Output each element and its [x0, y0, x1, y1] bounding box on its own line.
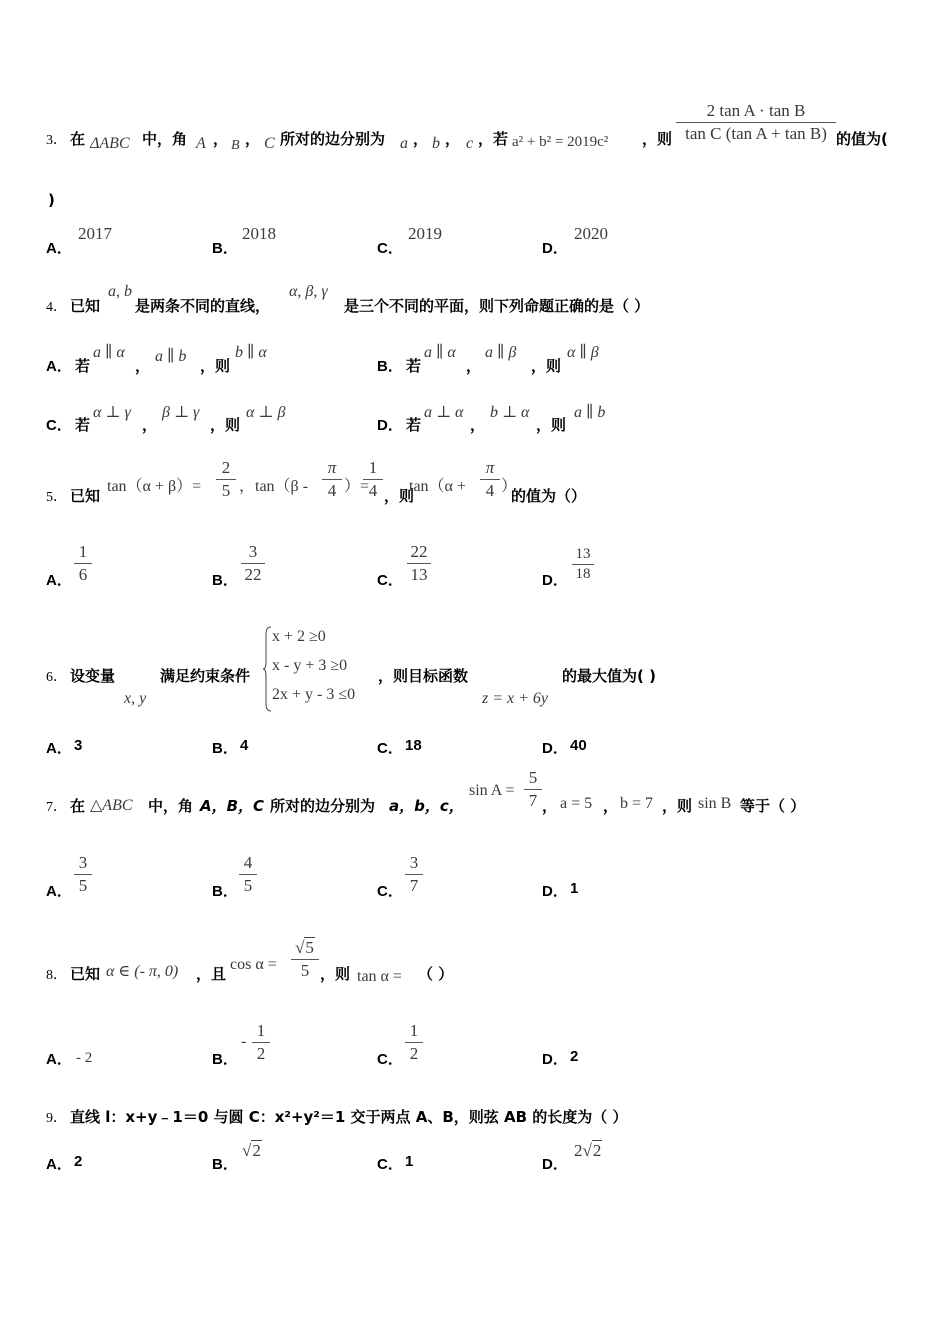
math-expr: a = 5 [560, 795, 593, 812]
math-fraction: π 4 [322, 458, 342, 501]
option-label: A． [46, 1156, 72, 1173]
question-number: 8． [46, 968, 67, 983]
option-label: B． [377, 358, 403, 375]
option-label: A． [46, 1051, 72, 1068]
stem-text: 已知 [70, 487, 101, 505]
option-fraction: 1 2 [405, 1021, 423, 1064]
option-sign: - [241, 1033, 247, 1050]
option-fraction: 3 7 [405, 853, 423, 896]
stem-text: ，且 [196, 965, 227, 983]
option-fraction: 4 5 [239, 853, 257, 896]
option-label: C． [377, 740, 403, 757]
math-fraction: π 4 [480, 458, 500, 501]
stem-text: 的值为（） [511, 487, 587, 505]
stem-text: 在 [70, 130, 86, 148]
stem-text: ，若 [478, 130, 509, 148]
option-label: A． [46, 572, 72, 589]
option-fraction: 1 6 [74, 542, 92, 585]
option-label: C． [377, 1156, 403, 1173]
stem-text: 中，角 [142, 130, 188, 148]
option-label: D． [542, 1156, 568, 1173]
option-label: A． [46, 358, 72, 375]
question-number: 6． [46, 670, 67, 685]
math-expr: a, b [108, 283, 132, 300]
option-label: D． [542, 240, 568, 257]
math-var: A [196, 135, 206, 152]
option-label: B． [212, 1156, 238, 1173]
stem-text: 所对的边分别为 [280, 130, 386, 148]
question-number: 5． [46, 490, 67, 505]
option-value: 3 [74, 737, 83, 754]
option-label: C． [377, 240, 403, 257]
math-condition: a² + b² = 2019c² [512, 134, 609, 150]
stem-text: a，b，c， [389, 797, 464, 815]
stem-text: 中，角 [148, 797, 194, 815]
brace-icon [262, 626, 272, 712]
stem-text: ，则 [662, 797, 693, 815]
option-label: B． [212, 1051, 238, 1068]
option-fraction: 13 18 [572, 546, 594, 583]
option-label: A． [46, 240, 72, 257]
option-label: D． [542, 572, 568, 589]
question-number: 3． [46, 133, 67, 148]
math-expr: cos α = [230, 956, 277, 973]
math-var: B [231, 138, 240, 153]
math-expr: ，tan（β - [239, 478, 309, 495]
option-value: 2 [570, 1048, 579, 1065]
math-expr: b = 7 [620, 795, 654, 812]
option-value: 1 [405, 1153, 414, 1170]
math-fraction: 2 tan A · tan B tan C (tan A + tan B) [676, 101, 836, 144]
option-label: B． [212, 572, 238, 589]
constraint-3: 2x + y - 3 ≤0 [272, 686, 356, 703]
stem-text: 的值为( [836, 130, 888, 148]
option-sqrt: √2 [242, 1141, 261, 1160]
option-value: 2 [74, 1153, 83, 1170]
stem-text: 设变量 [70, 667, 116, 685]
math-expr: tan（α + β）= [107, 478, 202, 495]
stem-text: ，则 [642, 130, 673, 148]
option-value: 2019 [408, 224, 442, 243]
option-value: 40 [570, 737, 587, 754]
option-sqrt: 2√2 [574, 1141, 602, 1160]
math-triangle: ΔABC [90, 135, 130, 152]
stem-text: 等于（ ） [740, 797, 806, 815]
option-label: C． [46, 417, 72, 434]
math-fraction: √5 5 [291, 938, 319, 981]
option-label: D． [542, 1051, 568, 1068]
math-fraction: 1 4 [363, 458, 383, 501]
option-label: C． [377, 1051, 403, 1068]
stem-text: ，则目标函数 [378, 667, 469, 685]
option-label: D． [542, 883, 568, 900]
stem-text: 直线 l：x+y﹣1＝0 与圆 C：x²+y²＝1 交于两点 A、B，则弦 AB 的长度为（ ） [70, 1108, 628, 1126]
math-fraction: 2 5 [216, 458, 236, 501]
stem-text: ) [48, 191, 55, 209]
option-value: 2018 [242, 224, 276, 243]
question-number: 9． [46, 1111, 67, 1126]
option-fraction: 3 5 [74, 853, 92, 896]
option-value: 18 [405, 737, 422, 754]
math-expr: tan（α + [409, 478, 466, 495]
stem-text: 满足约束条件 [160, 667, 251, 685]
option-label: B． [212, 240, 238, 257]
stem-text: 是三个不同的平面，则下列命题正确的是（ ） [344, 297, 650, 315]
option-label: D． [542, 740, 568, 757]
option-label: A． [46, 883, 72, 900]
math-expr: α, β, γ [289, 283, 328, 300]
question-number: 7． [46, 800, 67, 815]
math-var: C [264, 135, 275, 152]
math-expr: x, y [124, 690, 147, 707]
option-value: - 2 [76, 1050, 93, 1066]
math-var: a [400, 135, 408, 152]
math-triangle: △ABC [90, 797, 133, 814]
constraint-2: x - y + 3 ≥0 [272, 657, 348, 674]
option-label: D． [377, 417, 403, 434]
option-fraction: 1 2 [252, 1021, 270, 1064]
option-value: 1 [570, 880, 579, 897]
stem-text: ，则 [320, 965, 351, 983]
stem-text: 的最大值为( ) [562, 667, 656, 685]
math-var: b [432, 135, 440, 152]
math-var: c [466, 135, 474, 152]
option-label: B． [212, 740, 238, 757]
stem-text: A，B，C [200, 797, 265, 815]
stem-text: ，则 [384, 487, 415, 505]
stem-text: （ ） [418, 965, 454, 983]
option-value: 2017 [78, 224, 112, 243]
math-expr: ）= [344, 478, 370, 495]
constraint-1: x + 2 ≥0 [272, 628, 326, 645]
math-expr: tan α = [357, 968, 402, 985]
option-value: 2020 [574, 224, 608, 243]
stem-text: 所对的边分别为 [270, 797, 376, 815]
math-objective: z = x + 6y [482, 690, 549, 707]
math-expr: sin B [698, 795, 732, 812]
stem-text: 是两条不同的直线， [135, 297, 271, 315]
option-label: B． [212, 883, 238, 900]
math-expr: sin A = [469, 782, 515, 799]
question-number: 4． [46, 300, 67, 315]
stem-text: 已知 [70, 297, 101, 315]
option-fraction: 22 13 [407, 542, 431, 585]
math-expr: ） [501, 478, 518, 495]
option-label: C． [377, 572, 403, 589]
option-label: C． [377, 883, 403, 900]
stem-text: 已知 [70, 965, 101, 983]
option-label: A． [46, 740, 72, 757]
stem-text: 在 [70, 797, 86, 815]
math-fraction: 5 7 [524, 768, 542, 811]
option-fraction: 3 22 [241, 542, 265, 585]
math-expr: α ∈ (- π, 0) [106, 963, 179, 980]
option-value: 4 [240, 737, 249, 754]
